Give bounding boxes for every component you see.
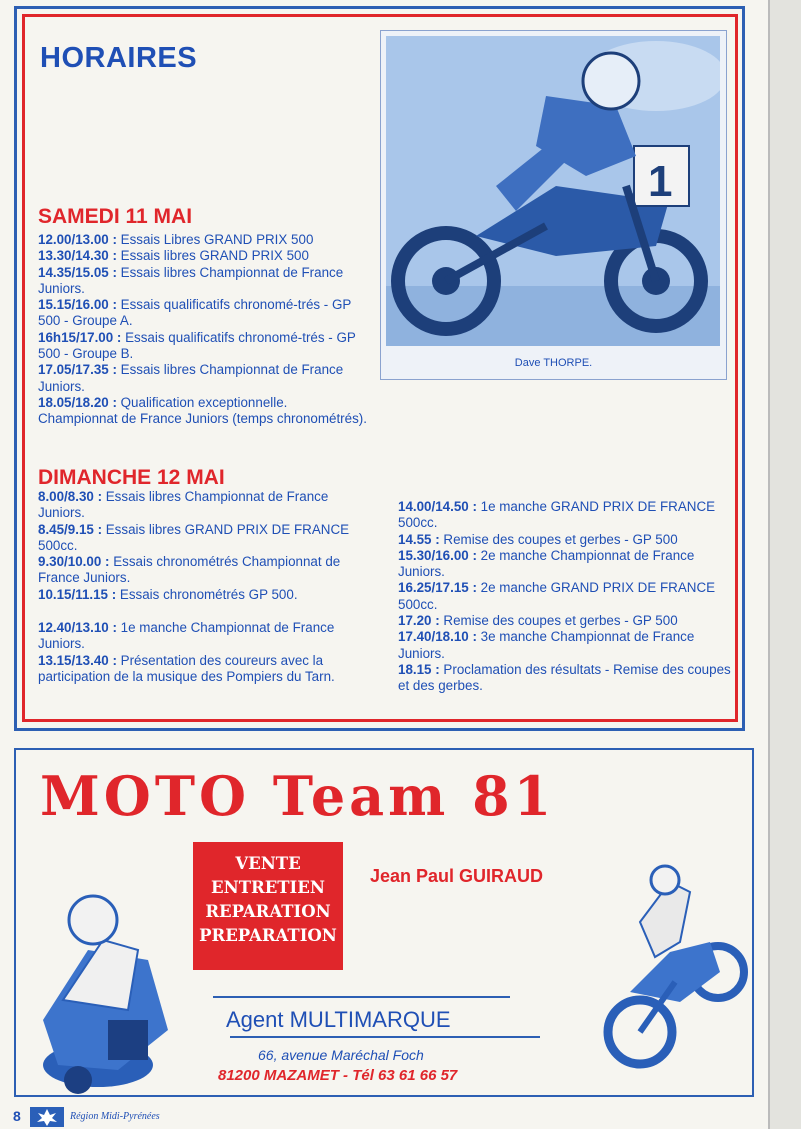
schedule-time: 8.45/9.15 :	[38, 521, 103, 537]
schedule-time: 9.30/10.00 :	[38, 554, 110, 570]
schedule-entry	[38, 248, 368, 264]
schedule-time: 12.40/13.10 :	[38, 620, 117, 635]
schedule-entry	[38, 489, 368, 522]
schedule-time: 18.15 :	[398, 661, 440, 677]
city-phone: 81200 MAZAMET - Tél 63 61 66 57	[218, 1067, 458, 1084]
schedule-entry	[398, 548, 733, 581]
schedule-description: Essais libres Championnat de France Juniors.	[38, 264, 344, 296]
sunday-heading: DIMANCHE 12 MAI	[38, 466, 225, 489]
photo-frame	[380, 30, 727, 380]
schedule-entry	[38, 620, 368, 653]
schedule-description: Essais libres Championnat de France Juniors.	[38, 489, 329, 521]
schedule-entry	[398, 532, 733, 548]
sunday-schedule-midday	[38, 620, 368, 685]
saturday-heading: SAMEDI 11 MAI	[38, 205, 193, 228]
schedule-time: 12.00/13.00 :	[38, 232, 117, 247]
schedule-description: 2e manche GRAND PRIX DE FRANCE 500cc.	[398, 580, 716, 612]
schedule-description: Proclamation des résultats - Remise des coupes et des gerbes.	[398, 661, 731, 694]
schedule-entry	[398, 580, 733, 613]
schedule-entry	[38, 587, 368, 603]
schedule-time: 18.05/18.20 :	[38, 394, 117, 410]
page-edge	[770, 0, 801, 1129]
schedule-time: 15.30/16.00 :	[398, 547, 477, 563]
schedule-time: 16h15/17.00 :	[38, 329, 122, 345]
ad-title: MOTO Team 81	[40, 764, 556, 828]
road-racer-illustration	[18, 880, 178, 1095]
service-repair: REPARATION	[205, 902, 331, 921]
saturday-schedule	[38, 232, 368, 428]
region-cross-icon	[30, 1107, 64, 1127]
schedule-time: 8.00/8.30 :	[38, 489, 103, 504]
agent-label: Agent MULTIMARQUE	[226, 1007, 451, 1032]
schedule-time: 17.40/18.10 :	[398, 629, 477, 645]
schedule-description: 1e manche GRAND PRIX DE FRANCE 500cc.	[398, 499, 716, 531]
agent-top-rule	[213, 996, 510, 998]
schedule-entry	[38, 522, 368, 555]
schedule-time: 10.15/11.15 :	[38, 586, 117, 602]
schedule-time: 17.20 :	[398, 613, 440, 629]
schedule-entry	[38, 232, 368, 248]
schedule-description: Essais libres GRAND PRIX 500	[116, 248, 309, 264]
address: 66, avenue Maréchal Foch	[258, 1047, 424, 1063]
schedule-description: Essais chronométrés Championnat de France Juniors.	[38, 554, 341, 586]
motocross-rider-illustration	[386, 36, 720, 346]
schedule-description: Essais Libres GRAND PRIX 500	[116, 232, 314, 247]
services-box	[193, 842, 343, 970]
page-title: HORAIRES	[40, 42, 198, 74]
schedule-description: 2e manche Championnat de France Juniors.	[398, 547, 695, 580]
service-sales: VENTE	[235, 854, 301, 873]
schedule-time: 13.30/14.30 :	[38, 248, 117, 264]
schedule-entry	[38, 265, 368, 298]
schedule-description: Essais libres Championnat de France Juniors.	[38, 362, 344, 394]
schedule-description: Remise des coupes et gerbes - GP 500	[439, 613, 678, 629]
schedule-description: Qualification exceptionnelle. Championnat de France Juniors (temps chronométrés).	[38, 394, 367, 427]
motocross-rider-ad-illustration	[600, 862, 750, 1077]
sunday-schedule-afternoon	[398, 499, 733, 695]
schedule-entry	[38, 653, 368, 686]
schedule-entry	[398, 613, 733, 629]
schedule-description: Essais qualificatifs chronomé-trés - GP 500 - Groupe B.	[38, 329, 356, 362]
schedule-entry	[38, 297, 368, 330]
owner-name: Jean Paul GUIRAUD	[370, 866, 544, 886]
schedule-time: 15.15/16.00 :	[38, 297, 117, 313]
schedule-entry	[398, 629, 733, 662]
schedule-entry	[38, 554, 368, 587]
schedule-description: Remise des coupes et gerbes - GP 500	[439, 531, 678, 547]
page-edge-line	[768, 0, 770, 1129]
schedule-description: Essais chronométrés GP 500.	[116, 586, 298, 602]
motocross-photo	[386, 36, 720, 346]
schedule-description: 1e manche Championnat de France Juniors.	[38, 620, 335, 652]
photo-caption: Dave THORPE.	[514, 357, 593, 369]
schedule-time: 14.55 :	[398, 531, 440, 547]
schedule-entry	[38, 395, 368, 428]
schedule-entry	[38, 330, 368, 363]
schedule-description: Présentation des coureurs avec la participation de la musique des Pompiers du Tarn.	[38, 652, 335, 684]
schedule-time: 13.15/13.40 :	[38, 652, 117, 668]
sunday-schedule-morning	[38, 489, 368, 603]
schedule-entry	[398, 662, 733, 695]
agent-bottom-rule	[230, 1036, 540, 1038]
schedule-entry	[38, 362, 368, 395]
bike-number: 1	[648, 157, 673, 206]
service-maintenance: ENTRETIEN	[211, 878, 325, 897]
schedule-time: 16.25/17.15 :	[398, 580, 477, 596]
region-label: Région Midi-Pyrénées	[70, 1111, 160, 1122]
schedule-description: Essais qualificatifs chronomé-trés - GP 500 - Groupe A.	[38, 297, 352, 329]
schedule-time: 14.35/15.05 :	[38, 264, 117, 280]
schedule-time: 17.05/17.35 :	[38, 362, 117, 378]
schedule-description: Essais libres GRAND PRIX DE FRANCE 500cc.	[38, 521, 350, 553]
schedule-time: 14.00/14.50 :	[398, 499, 477, 514]
service-preparation: PREPARATION	[199, 926, 337, 945]
schedule-entry	[398, 499, 733, 532]
page-number: 8	[13, 1108, 21, 1124]
schedule-description: 3e manche Championnat de France Juniors.	[398, 629, 695, 661]
